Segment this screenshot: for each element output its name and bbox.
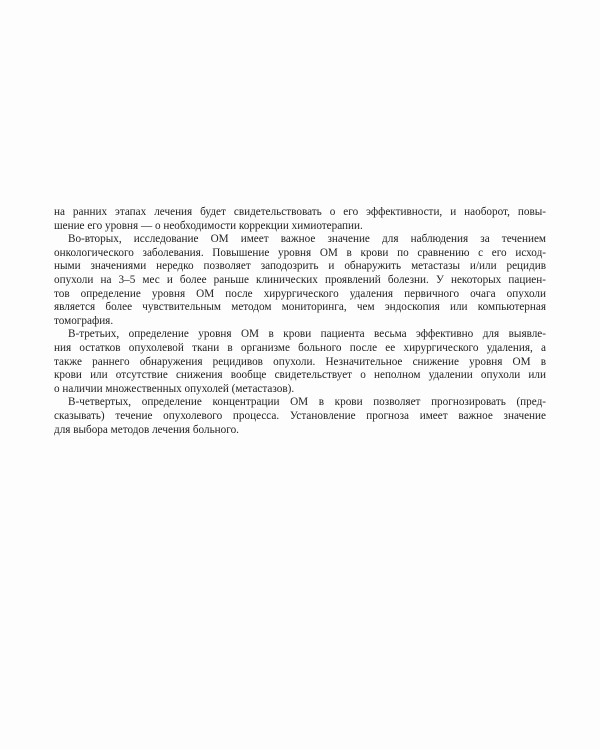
text-line: ными значениями нередко позволяет заподозрить и обнаружить метастазы и/или рецидив [54,260,546,273]
text-line: тов определение уровня ОМ после хирургического удаления первичного очага опухоли [54,287,546,300]
text-line: В-третьих, определение уровня ОМ в крови пациента весьма эффективно для выявле- [68,328,546,341]
text-line: В-четвертых, определение концентрации ОМ в крови позволяет прогнозировать (пред- [68,396,546,409]
text-line: томография. [54,314,114,327]
text-line: сказывать) течение опухолевого процесса. Установление прогноза имеет важное значение [54,409,546,422]
body-text [54,206,546,437]
text-line: онкологического заболевания. Повышение уровня ОМ в крови по сравнению с его исход- [54,246,546,259]
text-line: Во-вторых, исследование ОМ имеет важное значение для наблюдения за течением [68,233,546,246]
text-line: о наличии множественных опухолей (метастазов). [54,382,295,395]
paragraph [54,396,546,437]
text-line: шение его уровня — о необходимости коррекции химиотерапии. [54,219,363,232]
text-line: ния остатков опухолевой ткани в организме больного после ее хирургического удаления, а [54,341,546,354]
text-line: является более чувствительным методом мониторинга, чем эндоскопия или компьютерная [54,301,546,314]
paragraph [54,206,546,233]
text-line: также раннего обнаружения рецидивов опухоли. Незначительное снижение уровня ОМ в [54,355,546,368]
text-line: для выбора методов лечения больного. [54,423,239,436]
paragraph [54,233,546,328]
text-line: на ранних этапах лечения будет свидетельствовать о его эффективности, и наоборот, повы- [54,206,546,218]
text-line: опухоли на 3–5 мес и более раньше клинических проявлений болезни. У некоторых пациен- [54,273,546,286]
paragraph [54,328,546,396]
text-line: крови или отсутствие снижения вообще свидетельствует о неполном удалении опухоли или [54,369,546,382]
